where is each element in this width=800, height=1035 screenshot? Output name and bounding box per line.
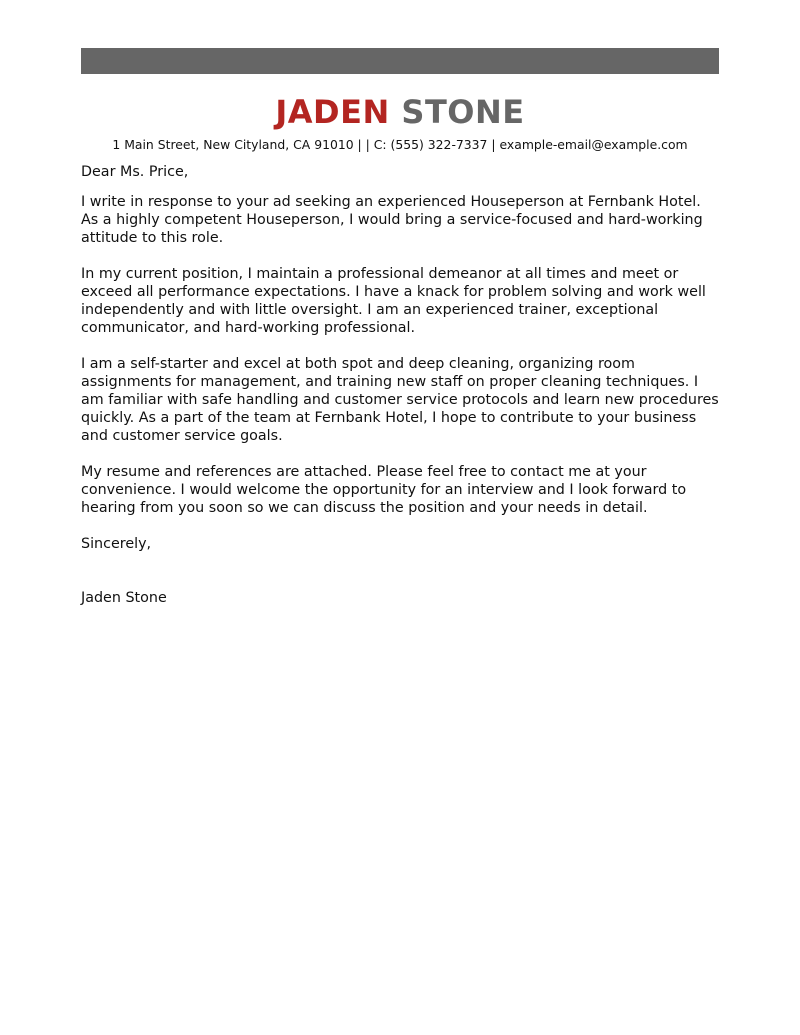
- closing: Sincerely,: [81, 536, 152, 552]
- last-name: STONE: [401, 93, 525, 131]
- first-name: JADEN: [275, 93, 390, 131]
- paragraph-1: I write in response to your ad seeking an experienced Houseperson at Fernbank Hotel. As a highly competent Houseperson, I would bring a service-focused and hard-working attitude to this role.: [81, 194, 703, 246]
- signature: Jaden Stone: [81, 590, 167, 606]
- header-bar: [81, 48, 719, 74]
- contact-line: 1 Main Street, New Cityland, CA 91010 | | C: (555) 322-7337 | example-email@example.com: [112, 137, 688, 152]
- applicant-name: [81, 92, 719, 132]
- salutation: Dear Ms. Price,: [81, 164, 189, 180]
- paragraph-4: My resume and references are attached. Please feel free to contact me at your convenience. I would welcome the opportunity for an interview and I look forward to hearing from you soon so we can discuss the position and your needs in detail.: [81, 464, 687, 516]
- letter-body: [81, 163, 721, 607]
- paragraph-2: In my current position, I maintain a professional demeanor at all times and meet or exceed all performance expectations. I have a knack for problem solving and work well independently and with little oversight. I am an experienced trainer, exceptional communicator, and hard-working professional.: [81, 266, 706, 336]
- paragraph-3: I am a self-starter and excel at both spot and deep cleaning, organizing room assignments for management, and training new staff on proper cleaning techniques. I am familiar with safe handling and customer service protocols and learn new procedures quickly. As a part of the team at Fernbank Hotel, I hope to contribute to your business and customer service goals.: [81, 356, 719, 444]
